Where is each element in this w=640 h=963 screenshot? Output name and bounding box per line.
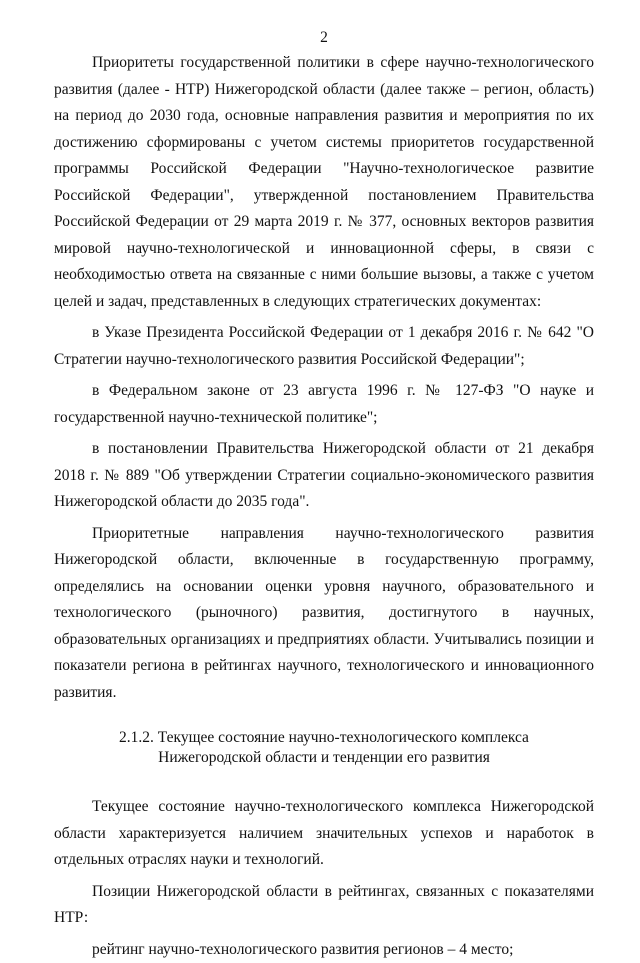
priority-paragraph: Приоритетные направления научно-технологического развития Нижегородской области, включенные в государственную программу, определялись на основании оценки уровня научного, образовательного и технологического (рыночного) развития, достигнутого в научных, образовательных организациях и предприятиях области. Учитывались позиции и показатели региона в рейтингах научного, технологического и инновационного развития. bbox=[54, 521, 594, 707]
document-list-item: в Указе Президента Российской Федерации от 1 декабря 2016 г. № 642 "О Стратегии научно-технологического развития Российской Федерации"; bbox=[54, 320, 594, 373]
page-number: 2 bbox=[54, 28, 594, 48]
document-page bbox=[54, 28, 594, 963]
current-state-paragraph: Текущее состояние научно-технологического комплекса Нижегородской области характеризуется наличием значительных успехов и наработок в отдельных отраслях науки и технологий. bbox=[54, 794, 594, 874]
ratings-intro-paragraph: Позиции Нижегородской области в рейтингах, связанных с показателями НТР: bbox=[54, 879, 594, 932]
intro-paragraph: Приоритеты государственной политики в сфере научно-технологического развития (далее - НТР) Нижегородской области (далее также – регион, область) на период до 2030 года, основные направления развития и мероприятия по их достижению сформированы с учетом системы приоритетов государственной программы Российской Федерации "Научно-технологическое развитие Российской Федерации", утвержденной постановлением Правительства Российской Федерации от 29 марта 2019 г. № 377, основных векторов развития мировой научно-технологической и инновационной сферы, в связи с необходимостью ответа на связанные с ними большие вызовы, а также с учетом целей и задач, представленных в следующих стратегических документах: bbox=[54, 50, 594, 315]
section-heading bbox=[54, 728, 594, 768]
section-heading-line: Нижегородской области и тенденции его развития bbox=[54, 748, 594, 768]
document-list-item: в постановлении Правительства Нижегородской области от 21 декабря 2018 г. № 889 "Об утверждении Стратегии социально-экономического развития Нижегородской области до 2035 года". bbox=[54, 436, 594, 516]
rating-list-item: рейтинг научно-технологического развития регионов – 4 место; bbox=[54, 937, 594, 963]
document-list-item: в Федеральном законе от 23 августа 1996 г. № 127-ФЗ "О науке и государственной научно-технической политике"; bbox=[54, 378, 594, 431]
section-heading-line: 2.1.2. Текущее состояние научно-технологического комплекса bbox=[54, 728, 594, 748]
